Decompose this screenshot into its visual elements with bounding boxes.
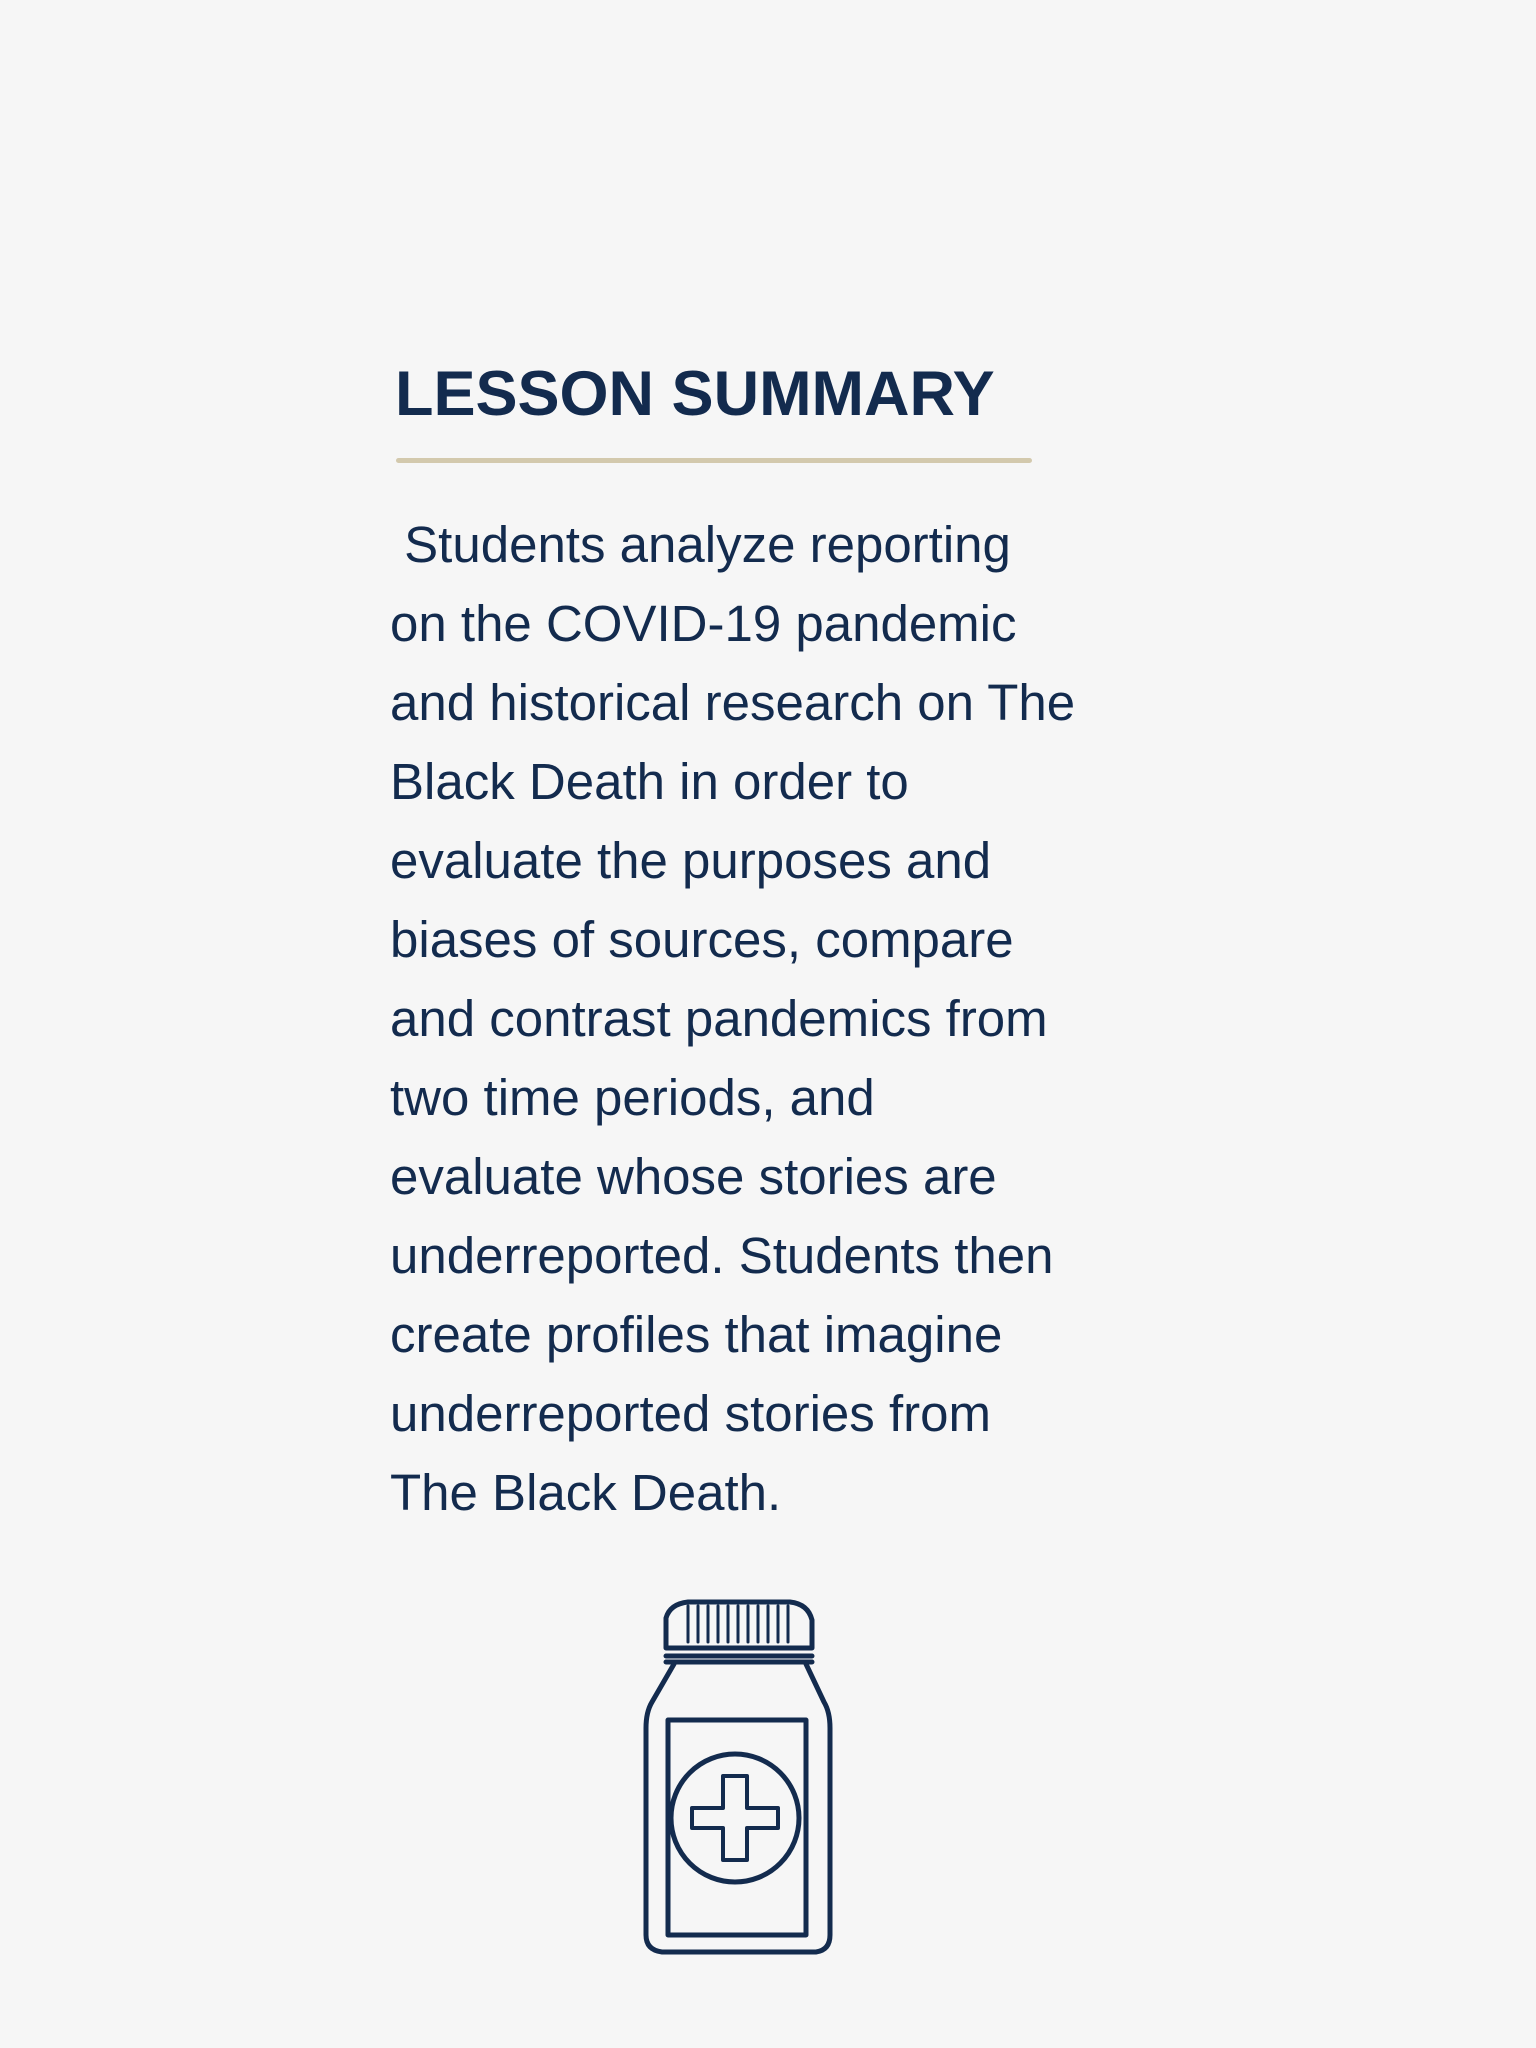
summary-line: Black Death in order to xyxy=(390,753,909,810)
summary-line: and historical research on The xyxy=(390,674,1076,731)
heading-divider xyxy=(396,458,1032,463)
summary-line: The Black Death. xyxy=(390,1464,782,1521)
summary-line: underreported. Students then xyxy=(390,1227,1054,1284)
summary-line: evaluate whose stories are xyxy=(390,1148,997,1205)
medicine-bottle-icon xyxy=(630,1590,844,1965)
summary-line: create profiles that imagine xyxy=(390,1306,1003,1363)
section-heading: LESSON SUMMARY xyxy=(395,359,995,429)
summary-line: Students analyze reporting xyxy=(390,516,1011,573)
summary-line: underreported stories from xyxy=(390,1385,991,1442)
lesson-summary-text xyxy=(390,505,1075,1532)
summary-line: biases of sources, compare xyxy=(390,911,1014,968)
summary-line: on the COVID-19 pandemic xyxy=(390,595,1017,652)
summary-line: and contrast pandemics from xyxy=(390,990,1048,1047)
summary-line: evaluate the purposes and xyxy=(390,832,992,889)
summary-line: two time periods, and xyxy=(390,1069,875,1126)
